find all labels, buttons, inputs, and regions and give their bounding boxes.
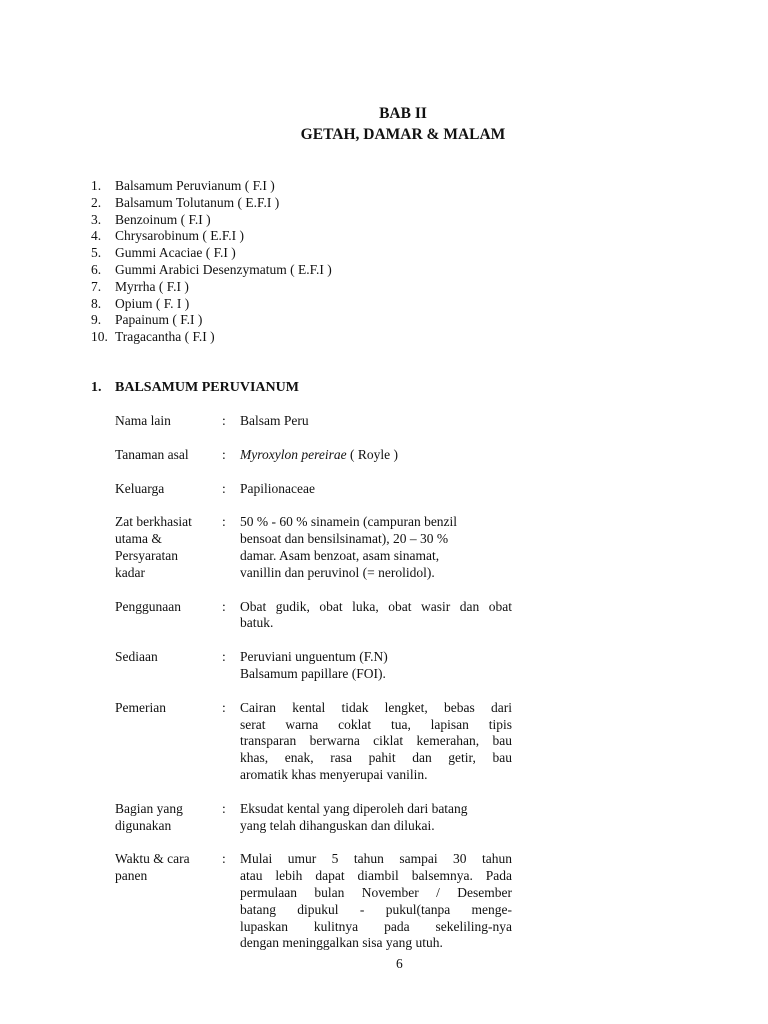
list-item-number: 8. bbox=[91, 295, 102, 311]
contents-list bbox=[91, 178, 332, 346]
value-line: Cairan kental tidak lengket, bebas dari bbox=[240, 699, 512, 715]
list-item bbox=[91, 195, 332, 212]
latin-name: Myroxylon pereirae bbox=[240, 446, 347, 462]
value-line: batang dipukul - pukul(tanpa menge- bbox=[240, 901, 512, 917]
property-colon: : bbox=[222, 649, 226, 665]
value-line: aromatik khas menyerupai vanilin. bbox=[240, 766, 428, 782]
list-item-text: Gummi Arabici Desenzymatum ( E.F.I ) bbox=[115, 261, 332, 277]
list-item bbox=[91, 212, 332, 229]
property-label bbox=[115, 851, 222, 952]
property-value bbox=[240, 700, 512, 784]
property-value bbox=[240, 514, 512, 581]
property-colon: : bbox=[222, 800, 226, 816]
list-item-number: 10. bbox=[91, 329, 108, 345]
value-line: 50 % - 60 % sinamein (campuran benzil bbox=[240, 514, 458, 530]
value-line: yang telah dihanguskan dan dilukai. bbox=[240, 817, 435, 833]
list-item-text: Tragacantha ( F.I ) bbox=[115, 329, 215, 345]
list-item-text: Chrysarobinum ( E.F.I ) bbox=[115, 228, 245, 244]
list-item bbox=[91, 245, 332, 262]
list-item bbox=[91, 178, 332, 195]
value-line: atau lebih dapat diambil balsemnya. Pada bbox=[240, 868, 512, 884]
property-sediaan bbox=[115, 649, 512, 683]
label-line: Persyaratan bbox=[115, 547, 178, 563]
property-colon: : bbox=[222, 514, 226, 530]
property-label: Sediaan bbox=[115, 649, 158, 665]
value-line: dengan meninggalkan sisa yang utuh. bbox=[240, 935, 443, 951]
property-label: Keluarga bbox=[115, 480, 165, 496]
chapter-title: GETAH, DAMAR & MALAM bbox=[300, 126, 506, 143]
property-value bbox=[240, 649, 512, 683]
value-line: damar. Asam benzoat, asam sinamat, bbox=[240, 547, 440, 563]
list-item-number: 5. bbox=[91, 245, 102, 261]
author-citation: ( Royle ) bbox=[346, 446, 398, 462]
label-line: panen bbox=[115, 868, 148, 884]
value-line: bensoat dan bensilsinamat), 20 – 30 % bbox=[240, 531, 449, 547]
value-line: vanillin dan peruvinol (= nerolidol). bbox=[240, 564, 435, 580]
value-line: Obat gudik, obat luka, obat wasir dan obat bbox=[240, 598, 512, 614]
property-label: Nama lain bbox=[115, 413, 171, 428]
list-item-text: Gummi Acaciae ( F.I ) bbox=[115, 245, 236, 261]
list-item-number: 2. bbox=[91, 194, 102, 210]
list-item-number: 9. bbox=[91, 312, 102, 328]
list-item bbox=[91, 262, 332, 279]
property-colon: : bbox=[222, 480, 226, 496]
list-item-text: Papainum ( F.I ) bbox=[115, 312, 203, 328]
value-line: Eksudat kental yang diperoleh dari batang bbox=[240, 800, 468, 816]
property-colon: : bbox=[222, 598, 226, 614]
section-title: BALSAMUM PERUVIANUM bbox=[115, 380, 299, 395]
value-line: khas, enak, rasa pahit dan getir, bau bbox=[240, 750, 512, 766]
label-line: Bagian yang bbox=[115, 800, 183, 816]
property-colon: : bbox=[222, 699, 226, 715]
property-colon: : bbox=[222, 446, 226, 462]
value-line: batuk. bbox=[240, 615, 274, 631]
property-value bbox=[240, 599, 512, 633]
property-value: Papilionaceae bbox=[240, 480, 315, 496]
monograph-properties bbox=[115, 413, 512, 969]
chapter-heading bbox=[0, 103, 768, 145]
list-item-text: Opium ( F. I ) bbox=[115, 295, 190, 311]
list-item-text: Balsamum Peruvianum ( F.I ) bbox=[115, 178, 275, 193]
list-item bbox=[91, 228, 332, 245]
list-item bbox=[91, 329, 332, 346]
property-label bbox=[115, 801, 222, 835]
property-value: Balsam Peru bbox=[240, 413, 309, 428]
list-item-number: 1. bbox=[91, 178, 102, 193]
property-colon: : bbox=[222, 413, 226, 428]
property-label: Tanaman asal bbox=[115, 446, 189, 462]
value-line: Balsamum papillare (FOI). bbox=[240, 665, 386, 681]
property-bagian-digunakan bbox=[115, 801, 512, 835]
value-line: Peruviani unguentum (F.N) bbox=[240, 649, 388, 665]
list-item-number: 4. bbox=[91, 228, 102, 244]
property-pemerian bbox=[115, 700, 512, 784]
label-line: Zat berkhasiat bbox=[115, 514, 192, 530]
list-item-number: 7. bbox=[91, 278, 102, 294]
value-line: lupaskan kulitnya pada sekeliling-nya bbox=[240, 918, 512, 934]
list-item bbox=[91, 279, 332, 296]
list-item bbox=[91, 296, 332, 313]
value-line: Mulai umur 5 tahun sampai 30 tahun bbox=[240, 851, 512, 867]
section-number: 1. bbox=[91, 380, 102, 395]
property-waktu-panen bbox=[115, 851, 512, 952]
property-value bbox=[240, 851, 512, 952]
chapter-number: BAB II bbox=[379, 105, 427, 122]
property-zat-berkhasiat bbox=[115, 514, 512, 581]
label-line: utama & bbox=[115, 531, 162, 547]
property-label: Pemerian bbox=[115, 699, 166, 715]
list-item-number: 6. bbox=[91, 261, 102, 277]
value-line: serat warna coklat tua, lapisan tipis bbox=[240, 716, 512, 732]
property-label: Penggunaan bbox=[115, 598, 181, 614]
value-line: transparan berwarna ciklat kemerahan, bau bbox=[240, 733, 512, 749]
label-line: Waktu & cara bbox=[115, 851, 190, 867]
section-heading bbox=[91, 380, 299, 396]
property-colon: : bbox=[222, 851, 226, 867]
property-value bbox=[240, 447, 512, 464]
list-item-text: Myrrha ( F.I ) bbox=[115, 278, 189, 294]
list-item-text: Benzoinum ( F.I ) bbox=[115, 211, 211, 227]
property-label bbox=[115, 514, 222, 581]
list-item bbox=[91, 312, 332, 329]
label-line: kadar bbox=[115, 564, 145, 580]
property-penggunaan bbox=[115, 599, 512, 633]
page-number: 6 bbox=[396, 956, 403, 971]
value-line: permulaan bulan November / Desember bbox=[240, 884, 512, 900]
label-line: digunakan bbox=[115, 817, 172, 833]
property-nama-lain bbox=[115, 413, 512, 430]
property-keluarga bbox=[115, 481, 512, 498]
list-item-text: Balsamum Tolutanum ( E.F.I ) bbox=[115, 194, 280, 210]
list-item-number: 3. bbox=[91, 211, 102, 227]
property-value bbox=[240, 801, 512, 835]
property-tanaman-asal bbox=[115, 447, 512, 464]
